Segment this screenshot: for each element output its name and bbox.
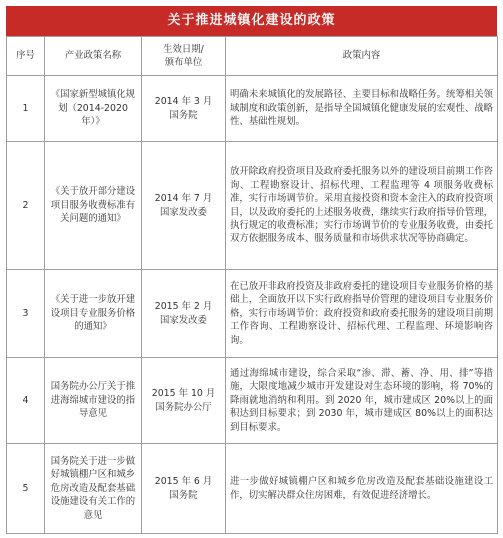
row-seq: 2	[7, 142, 45, 270]
row-seq: 4	[7, 358, 45, 444]
row-issuer: 国家发改委	[160, 206, 207, 218]
row-policy-name: 《国家新型城镇化规划（2014-2020年）》	[45, 76, 142, 142]
header-seq: 序号	[7, 37, 45, 76]
row-date-issuer	[142, 76, 226, 142]
header-content: 政策内容	[226, 37, 498, 76]
row-date-issuer	[142, 142, 226, 270]
row-date: 2015 年 2 月	[154, 301, 213, 313]
table-row	[7, 142, 498, 270]
row-policy-name: 《关于进一步放开建设项目专业服务价格的通知》	[45, 270, 142, 358]
row-issuer: 国务院	[169, 489, 198, 501]
table-row	[7, 76, 498, 142]
row-date-issuer	[142, 270, 226, 358]
policy-table-frame	[6, 6, 497, 534]
row-content: 明确未来城镇化的发展路径、主要目标和战略任务。统筹相关领域制度和政策创新，是指导全国城镇化健康发展的宏观性、战略性、基础性规划。	[226, 76, 498, 142]
row-policy-name: 国务院办公厅关于推进海绵城市建设的指导意见	[45, 358, 142, 444]
header-issuer-label: 颁布单位	[164, 57, 203, 68]
row-date: 2014 年 7 月	[154, 193, 213, 205]
header-row	[7, 37, 498, 76]
table-row	[7, 270, 498, 358]
row-seq: 3	[7, 270, 45, 358]
row-date: 2015 年 10 月	[151, 388, 216, 400]
row-issuer: 国家发改委	[160, 314, 207, 326]
row-date-issuer	[142, 444, 226, 534]
policy-table	[6, 36, 498, 534]
row-policy-name: 《关于放开部分建设项目服务收费标准有关问题的通知》	[45, 142, 142, 270]
header-date-label: 生效日期/	[163, 43, 204, 55]
header-policy-name: 产业政策名称	[45, 37, 142, 76]
row-date: 2015 年 6 月	[154, 476, 213, 488]
row-issuer: 国务院办公厅	[155, 401, 212, 413]
row-date-issuer	[142, 358, 226, 444]
row-content: 在已放开非政府投资及非政府委托的建设项目专业服务价格的基础上，全面放开以下实行政府指导价管理的建设项目专业服务价格，实行市场调节价：政府投资和政府委托服务的建设项目前期工作咨询、工程勘察设计、招标代理、工程监理、环境影响咨询。	[226, 270, 498, 358]
row-content: 进一步做好城镇棚户区和城乡危房改造及配套基础设施建设工作，切实解决群众住房困难，有效促进经济增长。	[226, 444, 498, 534]
row-policy-name: 国务院关于进一步做好城镇棚户区和城乡危房改造及配套基础设施建设有关工作的意见	[45, 444, 142, 534]
row-issuer: 国务院	[169, 109, 198, 121]
row-date: 2014 年 3 月	[154, 96, 213, 108]
table-row	[7, 358, 498, 444]
table-row	[7, 444, 498, 534]
row-seq: 1	[7, 76, 45, 142]
row-seq: 5	[7, 444, 45, 534]
header-date-issuer	[142, 37, 226, 76]
table-title: 关于推进城镇化建设的政策	[6, 6, 497, 36]
row-content: 通过海绵城市建设，综合采取“渗、滞、蓄、净、用、排”等措施，大限度地减少城市开发建设对生态环境的影响，将 70%的降雨就地消纳和利用。到 2020 年，城市建成区 20%以上的面积达到目标要求；到 2030 年，城市建成区 80%以上的面积达到目标要求。	[226, 358, 498, 444]
row-content: 放开除政府投资项目及政府委托服务以外的建设项目前期工作咨询、工程勘察设计、招标代理、工程监理等 4 项服务收费标准，实行市场调节价。采用直接投资和资本金注入的政府投资项目，以及政府委托的上述服务收费，继续实行政府指导价管理，执行规定的收费标准；实行市场调节价的专业服务收费，由委托双方依据服务成本、服务质量和市场供求状况等协商确定。	[226, 142, 498, 270]
